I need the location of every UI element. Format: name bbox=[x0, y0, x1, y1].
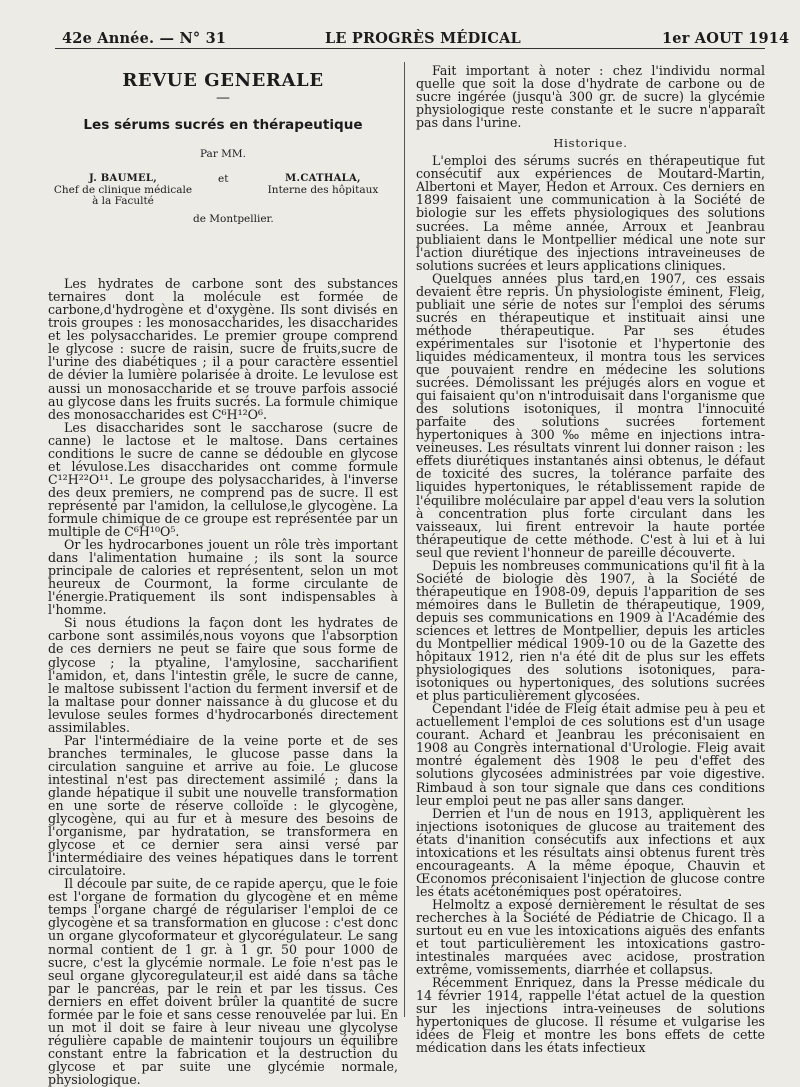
issue-number: 42e Année. — N° 31 bbox=[62, 30, 227, 47]
right-column bbox=[416, 64, 765, 1055]
left-column bbox=[48, 64, 398, 1086]
authors-block bbox=[48, 165, 398, 241]
paragraph: L'emploi des sérums sucrés en thérapeutique fut consécutif aux expériences de Moutard-Martin, Albertoni et Mayer, Hedon et Arroux. Ces derniers en 1899 faisaient une communication à la Société de biologie sur les effets physiologiques des solutions sucrées. La même année, Arroux et Jeanbrau publiaient dans le Montpellier médical une note sur l'action diurétique des injections intraveineuses de solutions sucrées et leurs applications cliniques. bbox=[416, 153, 765, 273]
author-2 bbox=[248, 173, 398, 196]
section-heading: REVUE GENERALE bbox=[122, 70, 324, 91]
journal-title: LE PROGRÈS MÉDICAL bbox=[325, 30, 521, 47]
paragraph: Récemment Enriquez, dans la Presse médicale du 14 février 1914, rappelle l'état actuel de la question sur les injections intra-veineuses de solutions hypertoniques de glucose. Il résume et vulgarise les idées de Fleig et montre les bons effets de cette médication dans les états infectieux bbox=[416, 975, 765, 1056]
paragraph: Les hydrates de carbone sont des substances ternaires dont la molécule est formée de carbone,d'hydrogène et d'oxygène. Ils sont divisés en trois groupes : les monosaccharides, les disaccharides et les polysaccharides. Le premier groupe comprend le glycose : sucre de raisin, sucre de fruits,sucre de l'urine des diabétiques ; il a pour caractère essentiel de dévier la lumière polarisée à droite. Le levulose est aussi un monosaccharide et se trouve parfois associé au glycose dans les fruits sucrés. La formule chimique des monosaccharides est C⁶H¹²O⁶. bbox=[48, 276, 398, 422]
paragraph: Helmoltz a exposé dernièrement le résultat de ses recherches à la Société de Pédiatrie de Chicago. Il a surtout eu en vue les intoxications aiguës des enfants et tout particulièrement les intoxications gastro-intestinales marquées avec acidose, prostration extrême, vomissements, diarrhée et collapsus. bbox=[416, 896, 765, 978]
paragraph: Quelques années plus tard,en 1907, ces essais devaient être repris. Un physiologiste éminent, Fleig, publiait une série de notes sur l'emploi des sérums sucrés en thérapeutique et instituait ainsi une méthode thérapeutique. Par ses études expérimentales sur l'isotonie et l'hypertonie des liquides médicamenteux, il montra tous les services que pouvaient rendre en médecine les solutions sucrées. Démolissant les préjugés alors en vogue et qui faisaient qu'on n'introduisait dans l'organisme que des solutions isotoniques, il montra l'innocuité parfaite des solutions sucrées fortement hypertoniques à 300 ‰ même en injections intra-veineuses. Les résultats vinrent lui donner raison : les effets diurétiques instantanés ainsi obtenus, le défaut de toxicité des sucres, la tolérance parfaite des liquides hypertoniques, le rétablissement rapide de l'équilibre moléculaire par appel d'eau vers la solution à concentration plus forte circulant dans les vaisseaux, lui firent entrevoir la haute portée thérapeutique de cette méthode. C'est à lui et à lui seul que revient l'honneur de pareille découverte. bbox=[416, 270, 765, 560]
subsection-heading: Historique. bbox=[553, 136, 628, 151]
author-place: de Montpellier. bbox=[193, 213, 274, 226]
paragraph: Les disaccharides sont le saccharose (sucre de canne) le lactose et le maltose. Dans certaines conditions le sucre de canne se dédouble en glycose et lévulose.Les disaccharides ont comme formule C¹²H²²O¹¹. Le groupe des polysaccharides, à l'inverse des deux premiers, ne comprend pas de sucre. Il est représenté par l'amidon, la cellulose,le glycogène. La formule chimique de ce groupe est représentée par un multiple de C⁶H¹⁰O⁵. bbox=[48, 419, 398, 540]
author-1-role-2: à la Faculté bbox=[92, 195, 154, 208]
running-header bbox=[0, 0, 800, 54]
author-2-name: M.CATHALA, bbox=[285, 173, 361, 185]
paragraph: Derrien et l'un de nous en 1913, appliquèrent les injections isotoniques de glucose au traitement des états d'inanition consécutifs aux infections et aux intoxications et les résultats ainsi obtenus furent très encourageants. A la même époque, Chauvin et Œconomos préconisaient l'injection de glucose contre les états acétonémiques post opératoires. bbox=[416, 805, 765, 899]
header-rule bbox=[55, 48, 765, 49]
article-title: Les sérums sucrés en thérapeutique bbox=[83, 117, 363, 134]
author-1-name: J. BAUMEL, bbox=[88, 173, 158, 185]
paragraph: Fait important à noter : chez l'individu normal quelle que soit la dose d'hydrate de carbone ou de sucre ingérée (jusqu'à 300 gr. de sucre) la glycémie physiologique reste constante et le sucre n'apparaît pas dans l'urine. bbox=[416, 63, 765, 131]
paragraph: Il découle par suite, de ce rapide aperçu, que le foie est l'organe de formation du glycogène et en même temps l'organe chargé de régulariser l'emploi de ce glycogène et sa transformation en glucose : c'est donc un organe glycoformateur et glycorégulateur. Le sang normal contient de 1 gr. à 1 gr. 50 pour 1000 de sucre, c'est la glycémie normale. Le foie n'est pas le seul organe glycoregulateur,il est aidé dans sa tâche par le pancréas, par le rein et par les tissus. Ces derniers en effet doivent brûler la quantité de sucre formée par le foie et sans cesse renouvelée par lui. En un mot il doit se faire à leur niveau une glycolyse régulière capable de maintenir toujours un équilibre constant entre la fabrication et la destruction du glycose et par suite une glycémie normale, physiologique. bbox=[48, 876, 398, 1087]
byline-prefix: Par MM. bbox=[199, 148, 247, 161]
left-body bbox=[48, 277, 398, 1086]
issue-date: 1er AOUT 1914 bbox=[662, 30, 790, 47]
author-2-role: Interne des hôpitaux bbox=[267, 183, 379, 196]
author-conjunction: et bbox=[218, 173, 229, 186]
paragraph: Si nous étudions la façon dont les hydrates de carbone sont assimilés,nous voyons que l'absorption de ces derniers ne peut se faire que sous forme de glycose ; la ptyaline, l'amylosine, saccharifient l'amidon, et, dans l'intestin grêle, le sucre de canne, le maltose subissent l'action du ferment inversif et de la maltase pour donner naissance à du glucose et du levulose seules formes d'hydrocarbonés directement assimilables. bbox=[48, 615, 398, 735]
paragraph: Depuis les nombreuses communications qu'il fit à la Société de biologie dès 1907, à la Société de thérapeutique en 1908-09, depuis l'apparition de ses mémoires dans le Bulletin de thérapeutique, 1909, depuis ses communications en 1909 à l'Académie des sciences et lettres de Montpellier, depuis les articles du Montpellier médical 1909-10 ou de la Gazette des hôpitaux 1912, rien n'a été dit de plus sur les effets physiologiques des solutions isotoniques, para-isotoniques ou hypertoniques, des solutions sucrées et plus particulièrement glycosées. bbox=[416, 557, 765, 704]
paragraph: Par l'intermédiaire de la veine porte et de ses branches terminales, le glucose passe dans la circulation sanguine et arrive au foie. Le glucose intestinal n'est pas directement assimilé ; dans la glande hépatique il subit une nouvelle transformation en une sorte de réserve colloïde : le glycogène, glycogène, qui au fur et à mesure des besoins de l'organisme, par hydratation, se transformera en glycose et ce dernier sera ainsi versé par l'intermédiaire des veines hépatiques dans le torrent circulatoire. bbox=[48, 732, 398, 879]
column-divider bbox=[404, 62, 405, 1017]
paragraph: Or les hydrocarbones jouent un rôle très important dans l'alimentation humaine ; ils sont la source principale de calories et représentent, selon un mot heureux de Courmont, la forme circulante de l'énergie.Pratiquement ils sont indispensables à l'homme. bbox=[48, 537, 398, 618]
author-1-role: Chef de clinique médicale bbox=[53, 183, 193, 196]
section-separator: — bbox=[216, 90, 230, 107]
paragraph: Cependant l'idée de Fleig était admise peu à peu et actuellement l'emploi de ces solutions est d'un usage courant. Achard et Jeanbrau les préconisaient en 1908 au Congrès international d'Urologie. Fleig avait montré également dès 1908 le peu d'effet des solutions glycosées administrées par voie digestive. Rimbaud à son tour signale que dans ces conditions leur emploi peut ne pas aller sans danger. bbox=[416, 701, 765, 808]
author-1 bbox=[48, 173, 198, 208]
